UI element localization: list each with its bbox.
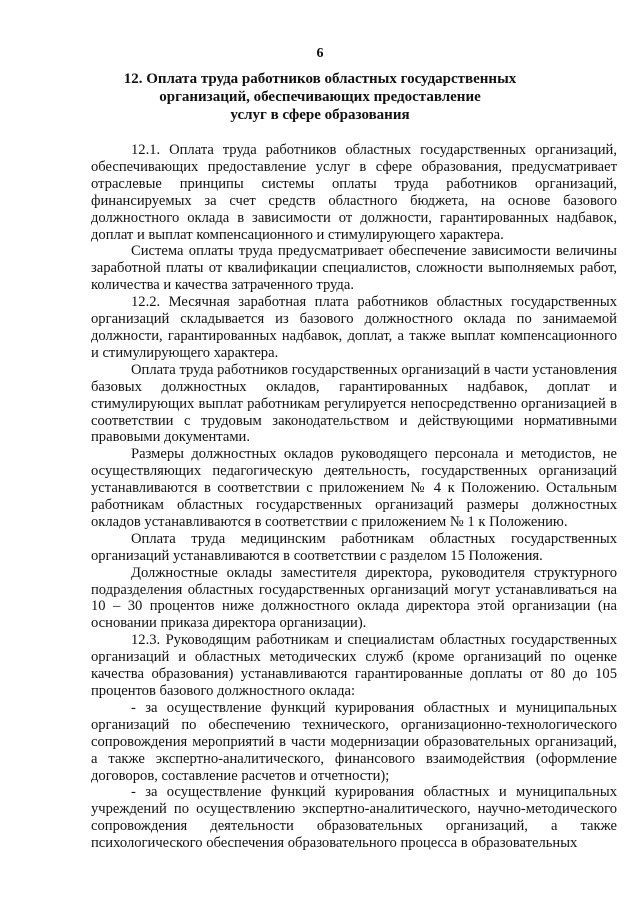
paragraph-deputy-salaries: Должностные оклады заместителя директора, руководителя структурного подразделения областных государственных организаций могут устанавливаться на 10 – 30 процентов ниже должностного оклада директора этой организации (на основании приказа директора организации).	[91, 564, 617, 632]
paragraph-medical-pay: Оплата труда медицинским работникам областных государственных организаций устанавливаются в соответствии с разделом 15 Положения.	[91, 530, 617, 564]
paragraph-12-2: 12.2. Месячная заработная плата работников областных государственных организаций складывается из базового должностного оклада по занимаемой должности, гарантированных надбавок, доплат, а также выплат компенсационного и стимулирующего характера.	[91, 294, 617, 361]
paragraph-pay-regulation: Оплата труда работников государственных организаций в части установления базовых должностных окладов, гарантированных надбавок, доплат и стимулирующих выплат работникам регулируется непосредственно организацией в соответствии с трудовым законодательством и действующими нормативными правовыми документами.	[91, 361, 617, 446]
document-body	[91, 142, 617, 852]
section-heading-line-1: 12. Оплата труда работников областных государственных	[123, 71, 517, 87]
section-heading	[90, 70, 550, 124]
section-heading-line-3: услуг в сфере образования	[230, 107, 410, 123]
paragraph-pay-system: Система оплаты труда предусматривает обеспечение зависимости величины заработной платы от квалификации специалистов, сложности выполняемых работ, количества и качества затраченного труда.	[91, 243, 617, 294]
list-item-supervision-technical: - за осуществление функций курирования областных и муниципальных организаций по обеспечению технического, организационно-технологического сопровождения мероприятий в части модернизации образовательных организаций, а также экспертно-аналитического, финансового взаимодействия (оформление договоров, составление расчетов и отчетности);	[91, 699, 617, 784]
paragraph-12-3: 12.3. Руководящим работникам и специалистам областных государственных организаций и областных методических служб (кроме организаций по оценке качества образования) устанавливаются гарантированные доплаты от 80 до 105 процентов базового должностного оклада:	[91, 632, 617, 699]
section-heading-line-2: организаций, обеспечивающих предоставление	[159, 89, 481, 105]
paragraph-12-1: 12.1. Оплата труда работников областных государственных организаций, обеспечивающих предоставление услуг в сфере образования, предусматривает отраслевые принципы системы оплаты труда работников организаций, финансируемых за счет средств областного бюджета, на основе базового должностного оклада в зависимости от должности, гарантированных надбавок, доплат и выплат компенсационного и стимулирующего характера.	[91, 142, 617, 243]
page-number: 6	[316, 46, 324, 61]
list-item-supervision-expert: - за осуществление функций курирования областных и муниципальных учреждений по осуществлению экспертно-аналитического, научно-методического сопровождения деятельности образовательных организаций, а также психологического обеспечения образовательного процесса в образовательных	[91, 784, 617, 852]
paragraph-salary-sizes: Размеры должностных окладов руководящего персонала и методистов, не осуществляющих педагогическую деятельность, государственных организаций устанавливаются в соответствии с приложением № 4 к Положению. Остальным работникам областных государственных организаций размеры должностных окладов устанавливаются в соответствии с приложением № 1 к Положению.	[91, 446, 617, 530]
